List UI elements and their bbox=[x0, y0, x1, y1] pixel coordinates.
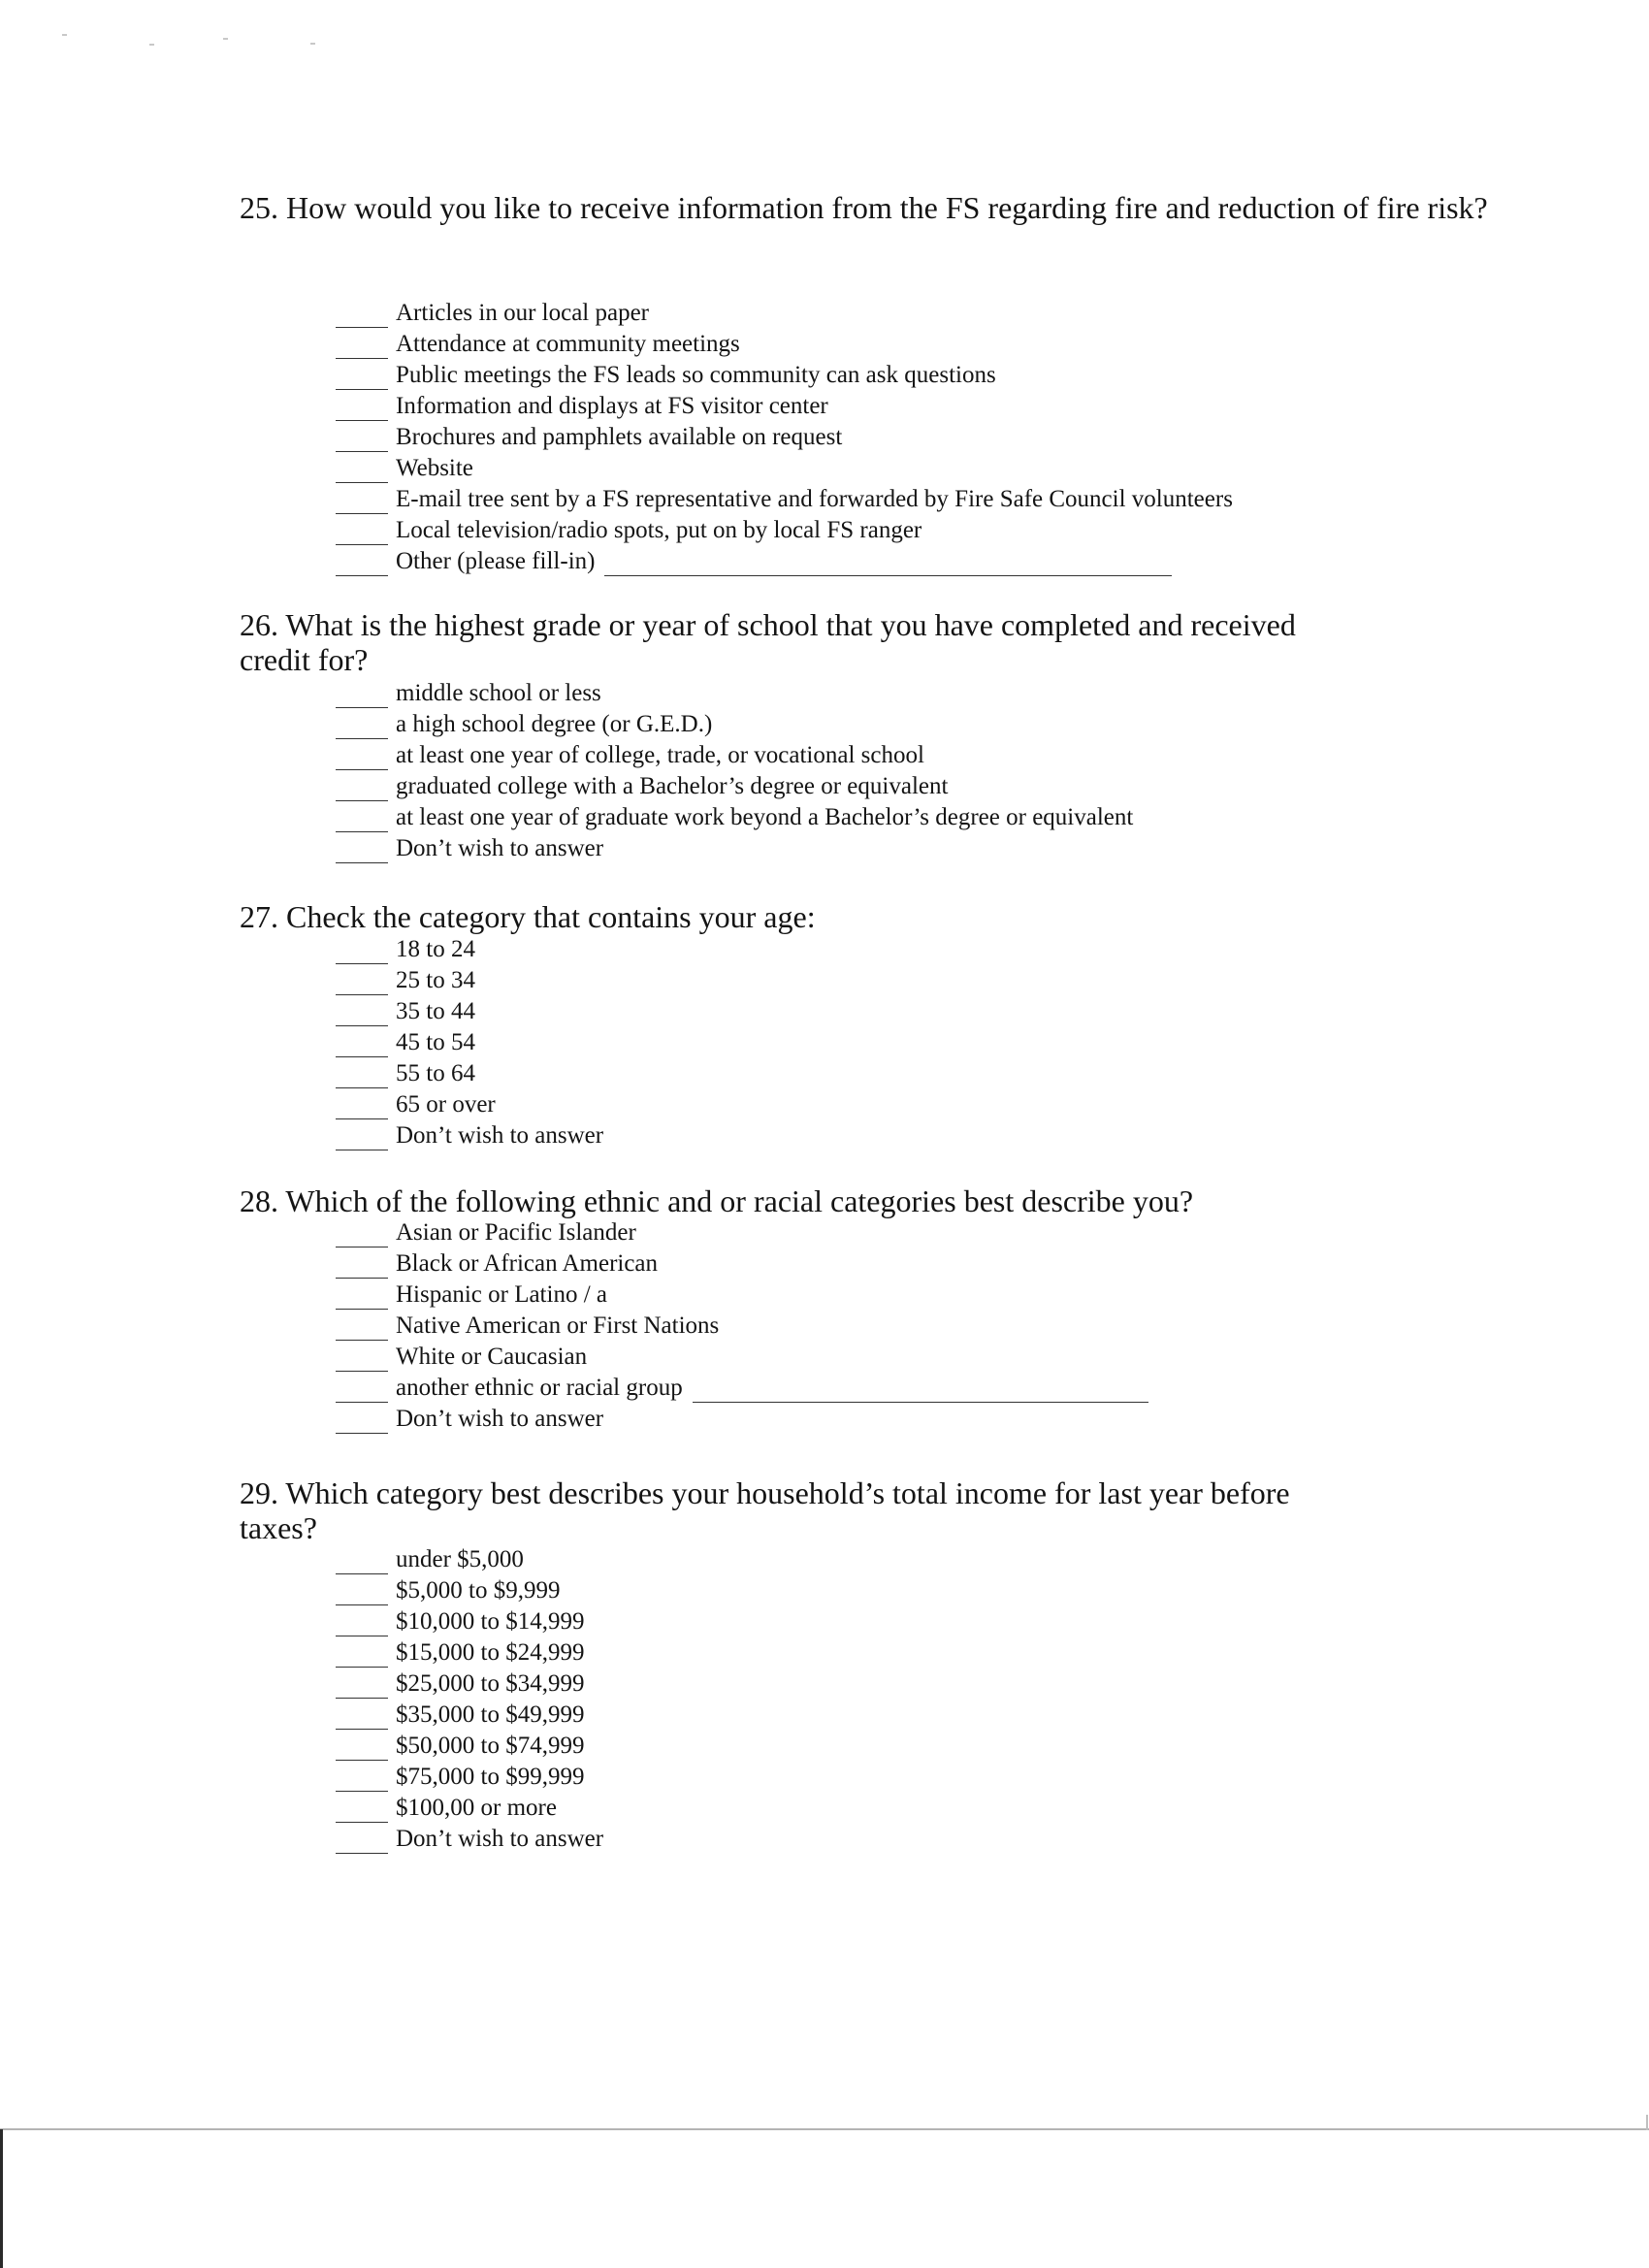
answer-blank[interactable] bbox=[336, 488, 388, 514]
option-item bbox=[336, 677, 1133, 708]
scan-edge-line bbox=[0, 2128, 1649, 2130]
option-label: Asian or Pacific Islander bbox=[396, 1219, 636, 1246]
option-label: Don’t wish to answer bbox=[396, 1122, 604, 1149]
question-26-text: 26. What is the highest grade or year of school that you have completed and received credit for? bbox=[240, 607, 1296, 677]
answer-blank[interactable] bbox=[336, 1314, 388, 1341]
answer-blank[interactable] bbox=[336, 333, 388, 359]
option-item bbox=[336, 1310, 1148, 1341]
question-25-options bbox=[336, 297, 1233, 576]
option-item bbox=[336, 390, 1233, 421]
option-item bbox=[336, 1247, 1148, 1279]
other-group-fill-in-line[interactable] bbox=[693, 1378, 1148, 1403]
answer-blank[interactable] bbox=[336, 1610, 388, 1636]
option-item bbox=[336, 1057, 603, 1088]
answer-blank[interactable] bbox=[336, 1408, 388, 1434]
answer-blank[interactable] bbox=[336, 806, 388, 832]
answer-blank[interactable] bbox=[336, 713, 388, 739]
answer-blank[interactable] bbox=[336, 395, 388, 421]
option-label: Articles in our local paper bbox=[396, 300, 650, 326]
option-label: Brochures and pamphlets available on request bbox=[396, 424, 843, 450]
option-item bbox=[336, 770, 1133, 801]
answer-blank[interactable] bbox=[336, 1283, 388, 1310]
option-label: 65 or over bbox=[396, 1091, 496, 1118]
option-label: 25 to 34 bbox=[396, 967, 475, 993]
scan-speck bbox=[223, 38, 228, 40]
answer-blank[interactable] bbox=[336, 1828, 388, 1854]
option-label: Hispanic or Latino / a bbox=[396, 1281, 607, 1308]
option-item bbox=[336, 1668, 603, 1699]
option-label: at least one year of college, trade, or vocational school bbox=[396, 742, 924, 768]
option-label: another ethnic or racial group bbox=[396, 1375, 683, 1401]
question-27-options bbox=[336, 933, 603, 1150]
option-label: a high school degree (or G.E.D.) bbox=[396, 711, 713, 737]
option-item bbox=[336, 1403, 1148, 1434]
option-label: Information and displays at FS visitor center bbox=[396, 393, 828, 419]
option-label: E-mail tree sent by a FS representative and forwarded by Fire Safe Council volunteers bbox=[396, 486, 1233, 512]
answer-blank[interactable] bbox=[336, 1221, 388, 1247]
answer-blank[interactable] bbox=[336, 1093, 388, 1119]
answer-blank[interactable] bbox=[336, 550, 388, 576]
answer-blank[interactable] bbox=[336, 1062, 388, 1088]
answer-blank[interactable] bbox=[336, 1703, 388, 1730]
option-item bbox=[336, 452, 1233, 483]
option-item bbox=[336, 1372, 1148, 1403]
option-item bbox=[336, 1792, 603, 1823]
option-label: 45 to 54 bbox=[396, 1029, 475, 1055]
answer-blank[interactable] bbox=[336, 1766, 388, 1792]
scan-edge-corner bbox=[1646, 2115, 1648, 2130]
answer-blank[interactable] bbox=[336, 1031, 388, 1057]
option-label: $35,000 to $49,999 bbox=[396, 1701, 585, 1728]
scan-speck bbox=[310, 43, 315, 45]
option-item bbox=[336, 1216, 1148, 1247]
answer-blank[interactable] bbox=[336, 457, 388, 483]
option-item bbox=[336, 1699, 603, 1730]
question-29-text: 29. Which category best describes your household’s total income for last year before taxes? bbox=[240, 1475, 1290, 1545]
option-item bbox=[336, 1636, 603, 1668]
option-item bbox=[336, 514, 1233, 545]
answer-blank[interactable] bbox=[336, 837, 388, 863]
answer-blank[interactable] bbox=[336, 938, 388, 964]
answer-blank[interactable] bbox=[336, 1672, 388, 1699]
option-item bbox=[336, 1279, 1148, 1310]
option-item bbox=[336, 801, 1133, 832]
option-item bbox=[336, 739, 1133, 770]
option-item bbox=[336, 1605, 603, 1636]
answer-blank[interactable] bbox=[336, 1579, 388, 1605]
answer-blank[interactable] bbox=[336, 1641, 388, 1668]
option-label: $10,000 to $14,999 bbox=[396, 1608, 585, 1635]
option-item bbox=[336, 708, 1133, 739]
answer-blank[interactable] bbox=[336, 364, 388, 390]
option-item bbox=[336, 545, 1233, 576]
option-item bbox=[336, 1574, 603, 1605]
option-label: 18 to 24 bbox=[396, 936, 475, 962]
option-label: 35 to 44 bbox=[396, 998, 475, 1024]
question-29-options bbox=[336, 1543, 603, 1854]
answer-blank[interactable] bbox=[336, 426, 388, 452]
option-label: $50,000 to $74,999 bbox=[396, 1733, 585, 1759]
option-item bbox=[336, 995, 603, 1026]
option-label: White or Caucasian bbox=[396, 1344, 588, 1370]
answer-blank[interactable] bbox=[336, 1734, 388, 1761]
option-label: Native American or First Nations bbox=[396, 1312, 720, 1339]
option-label: under $5,000 bbox=[396, 1546, 524, 1572]
option-label: Don’t wish to answer bbox=[396, 1826, 604, 1852]
other-fill-in-line[interactable] bbox=[604, 552, 1172, 576]
option-item bbox=[336, 832, 1133, 863]
option-item bbox=[336, 328, 1233, 359]
question-25-text: 25. How would you like to receive information from the FS regarding fire and reduction of fire risk? bbox=[240, 190, 1488, 225]
answer-blank[interactable] bbox=[336, 1252, 388, 1279]
option-item bbox=[336, 1088, 603, 1119]
option-label: $15,000 to $24,999 bbox=[396, 1639, 585, 1666]
option-item bbox=[336, 1341, 1148, 1372]
option-item bbox=[336, 1730, 603, 1761]
option-label: at least one year of graduate work beyond a Bachelor’s degree or equivalent bbox=[396, 804, 1134, 830]
question-26-options bbox=[336, 677, 1133, 863]
scan-speck bbox=[62, 34, 67, 36]
option-item bbox=[336, 359, 1233, 390]
option-label: graduated college with a Bachelor’s degree or equivalent bbox=[396, 773, 949, 799]
answer-blank[interactable] bbox=[336, 744, 388, 770]
answer-blank[interactable] bbox=[336, 775, 388, 801]
answer-blank[interactable] bbox=[336, 682, 388, 708]
option-label: Other (please fill-in) bbox=[396, 548, 596, 574]
question-27-text: 27. Check the category that contains your age: bbox=[240, 899, 816, 934]
option-label: middle school or less bbox=[396, 680, 601, 706]
question-28-text: 28. Which of the following ethnic and or racial categories best describe you? bbox=[240, 1183, 1194, 1218]
answer-blank[interactable] bbox=[336, 1345, 388, 1372]
option-label: Don’t wish to answer bbox=[396, 1406, 604, 1432]
option-item bbox=[336, 1119, 603, 1150]
option-label: 55 to 64 bbox=[396, 1060, 475, 1086]
answer-blank[interactable] bbox=[336, 1377, 388, 1403]
answer-blank[interactable] bbox=[336, 1124, 388, 1150]
option-label: Public meetings the FS leads so community can ask questions bbox=[396, 362, 996, 388]
option-item bbox=[336, 933, 603, 964]
option-label: Local television/radio spots, put on by local FS ranger bbox=[396, 517, 922, 543]
option-label: $75,000 to $99,999 bbox=[396, 1764, 585, 1790]
option-item bbox=[336, 1761, 603, 1792]
answer-blank[interactable] bbox=[336, 969, 388, 995]
option-item bbox=[336, 964, 603, 995]
answer-blank[interactable] bbox=[336, 1548, 388, 1574]
scan-speck bbox=[149, 44, 154, 46]
option-item bbox=[336, 297, 1233, 328]
question-28-options bbox=[336, 1216, 1148, 1434]
answer-blank[interactable] bbox=[336, 519, 388, 545]
option-item bbox=[336, 1543, 603, 1574]
option-label: Attendance at community meetings bbox=[396, 331, 740, 357]
option-item bbox=[336, 1823, 603, 1854]
answer-blank[interactable] bbox=[336, 1797, 388, 1823]
option-item bbox=[336, 421, 1233, 452]
option-item bbox=[336, 1026, 603, 1057]
option-label: $25,000 to $34,999 bbox=[396, 1670, 585, 1697]
option-label: Website bbox=[396, 455, 473, 481]
answer-blank[interactable] bbox=[336, 302, 388, 328]
option-label: Don’t wish to answer bbox=[396, 835, 604, 861]
scan-left-border bbox=[0, 2129, 3, 2268]
answer-blank[interactable] bbox=[336, 1000, 388, 1026]
option-label: $100,00 or more bbox=[396, 1795, 557, 1821]
option-label: $5,000 to $9,999 bbox=[396, 1577, 561, 1604]
option-item bbox=[336, 483, 1233, 514]
option-label: Black or African American bbox=[396, 1250, 659, 1277]
